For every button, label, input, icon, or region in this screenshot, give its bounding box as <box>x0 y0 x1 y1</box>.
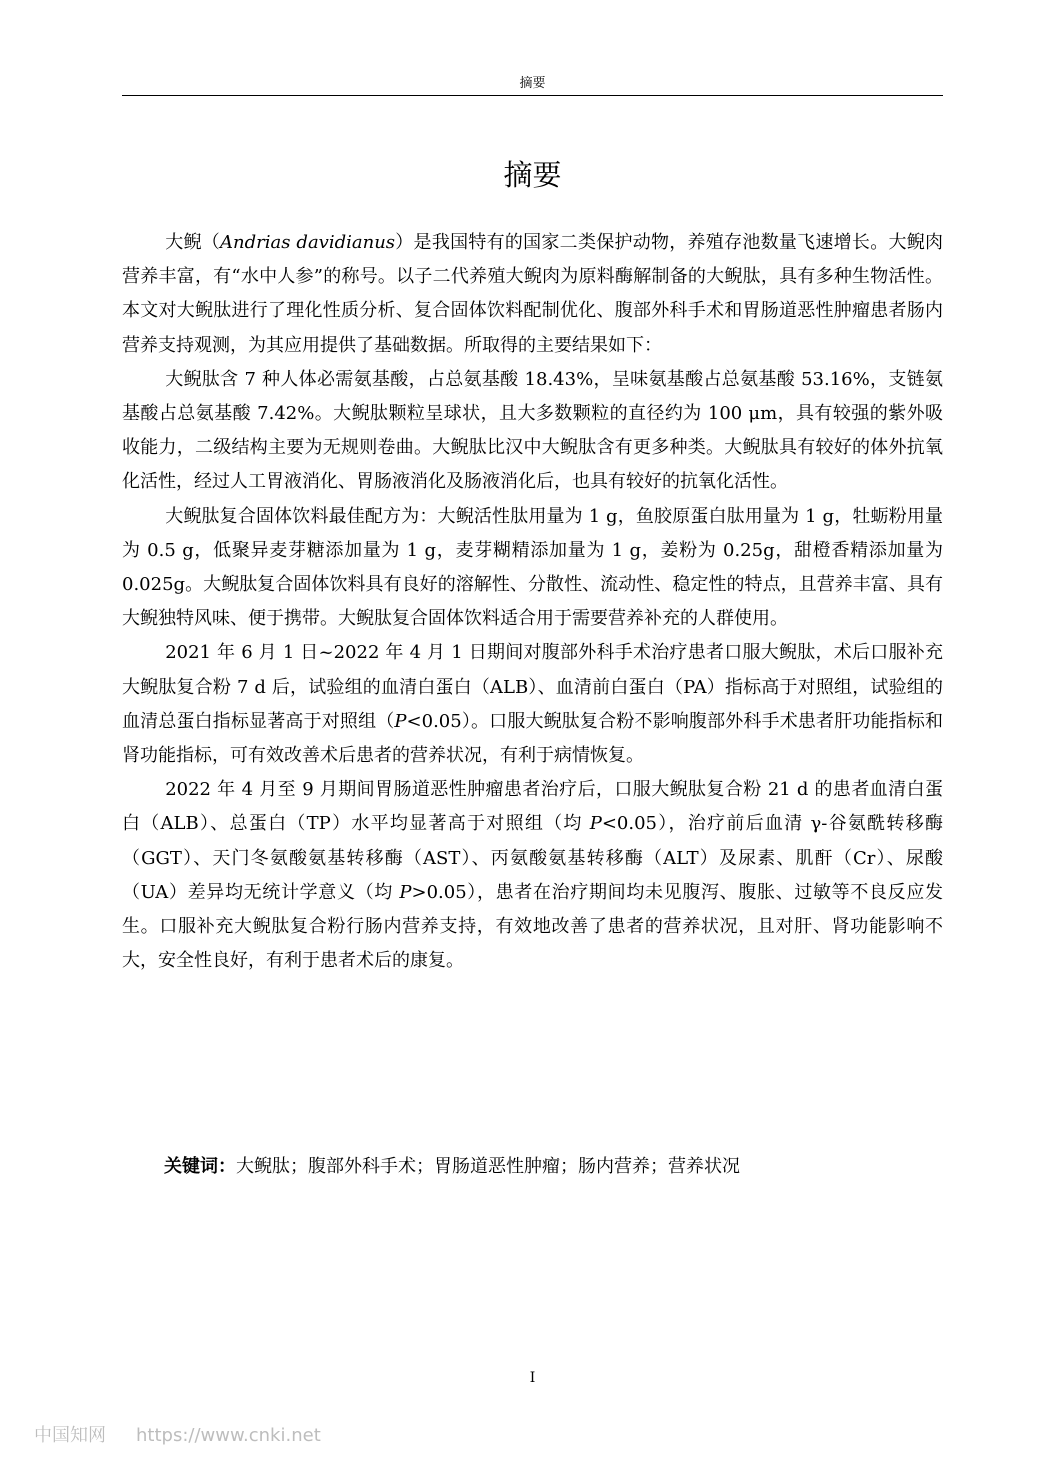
abstract-body <box>122 226 943 978</box>
latin-name: Andrias davidianus <box>219 232 396 253</box>
paragraph-3: 大鲵肽复合固体饮料最佳配方为：大鲵活性肽用量为 1 g，鱼胶原蛋白肽用量为 1 g，牡蛎粉用量为 0.5 g，低聚异麦芽糖添加量为 1 g，麦芽糊精添加量为 1 g，姜粉为 0.25g，甜橙香精添加量为 0.025g。大鲵肽复合固体饮料具有良好的溶解性、分散性、流动性、稳定性的特点，且营养丰富、具有大鲵独特风味、便于携带。大鲵肽复合固体饮料适合用于需要营养补充的人群使用。 <box>122 505 943 630</box>
cnki-watermark <box>34 1421 321 1447</box>
p5-part3: >0.05），患者在治疗期间均未见腹泻、腹胀、过敏等不良反应发生。口服补充大鲵肽复合粉行肠内营养支持，有效地改善了患者的营养状况，且对肝、肾功能影响不大，安全性良好，有利于患者术后的康复。 <box>122 881 943 972</box>
p-value-symbol: P <box>399 881 412 903</box>
page-title: 摘要 <box>503 158 562 192</box>
p4-part2: <0.05）。口服大鲵肽复合粉不影响腹部外科手术患者肝功能指标和肾功能指标，可有效改善术后患者的营养状况，有利于病情恢复。 <box>122 710 943 767</box>
paragraph-1 <box>122 226 943 363</box>
p4-part1: 2021 年 6 月 1 日~2022 年 4 月 1 日期间对腹部外科手术治疗患者口服大鲵肽，术后口服补充大鲵肽复合粉 7 d 后，试验组的血清白蛋白（ALB）、血清前白蛋白（PA）指标高于对照组，试验组的血清总蛋白指标显著高于对照组（ <box>122 642 943 732</box>
running-header: 摘要 <box>519 76 546 91</box>
paragraph-5 <box>122 773 943 978</box>
p1-before: 大鲵（ <box>165 232 220 253</box>
p-value-symbol: P <box>394 710 407 732</box>
watermark-url: https://www.cnki.net <box>136 1425 321 1446</box>
keywords-label: 关键词： <box>164 1156 236 1177</box>
watermark-brand: 中国知网 <box>34 1425 106 1446</box>
header-rule <box>122 95 943 96</box>
p-value-symbol: P <box>589 813 602 835</box>
p1-after: ）是我国特有的国家二类保护动物，养殖存池数量飞速增长。大鲵肉营养丰富，有“水中人参”的称号。以子二代养殖大鲵肉为原料酶解制备的大鲵肽，具有多种生物活性。本文对大鲵肽进行了理化性质分析、复合固体饮料配制优化、腹部外科手术和胃肠道恶性肿瘤患者肠内营养支持观测，为其应用提供了基础数据。所取得的主要结果如下： <box>122 232 943 356</box>
p5-part2: <0.05），治疗前后血清 γ-谷氨酰转移酶（GGT）、天门冬氨酸氨基转移酶（AST）、丙氨酸氨基转移酶（ALT）及尿素、肌酐（Cr）、尿酸（UA）差异均无统计学意义（均 <box>122 813 943 903</box>
keywords <box>164 1152 740 1182</box>
paragraph-4 <box>122 636 943 773</box>
p5-part1: 2022 年 4 月至 9 月期间胃肠道恶性肿瘤患者治疗后，口服大鲵肽复合粉 21 d 的患者血清白蛋白（ALB）、总蛋白（TP）水平均显著高于对照组（均 <box>122 779 943 835</box>
paragraph-2: 大鲵肽含 7 种人体必需氨基酸，占总氨基酸 18.43%，呈味氨基酸占总氨基酸 53.16%，支链氨基酸占总氨基酸 7.42%。大鲵肽颗粒呈球状，且大多数颗粒的直径约为 100 μm，具有较强的紫外吸收能力，二级结构主要为无规则卷曲。大鲵肽比汉中大鲵肽含有更多种类。大鲵肽具有较好的体外抗氧化活性，经过人工胃液消化、胃肠液消化及肠液消化后，也具有较好的抗氧化活性。 <box>122 368 943 493</box>
page-number: I <box>529 1370 536 1386</box>
keywords-text: 大鲵肽；腹部外科手术；胃肠道恶性肿瘤；肠内营养；营养状况 <box>236 1156 740 1177</box>
